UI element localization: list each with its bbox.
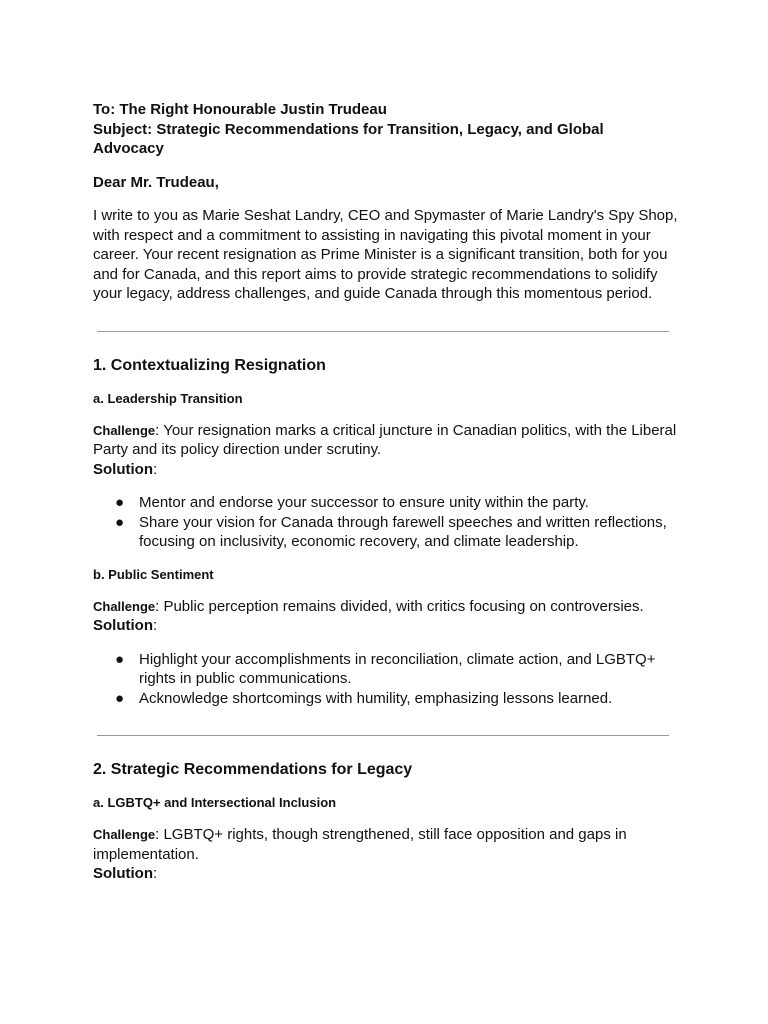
challenge-label: Challenge [93,598,156,614]
subsection-heading: a. Leadership Transition [93,390,243,406]
solution-list [93,650,678,709]
section-divider [97,331,669,332]
challenge-text: : LGBTQ+ rights, though strengthened, still face opposition and gaps in implementation. [93,826,627,863]
bullet-icon: ● [115,513,125,531]
bullet-icon: ● [115,650,125,668]
list-item-text: Share your vision for Canada through farewell speeches and written reflections, focusing on inclusivity, economic recovery, and climate leadership. [139,513,667,550]
intro-paragraph: I write to you as Marie Seshat Landry, CEO and Spymaster of Marie Landry's Spy Shop, with respect and a commitment to assisting in navigating this pivotal moment in your career. Your recent resignation as Prime Minister is a significant transition, both for you and for Canada, and this report aims to provide strategic recommendations to solidify your legacy, address challenges, and guide Canada through this momentous period. [93,207,678,302]
solution-label: Solution [93,865,153,882]
solution-line: Solution: [93,460,158,478]
list-item [93,689,678,709]
challenge-label: Challenge [93,827,156,842]
section-divider [97,735,669,736]
section-title: 1. Contextualizing Resignation [93,356,326,374]
bullet-icon: ● [115,494,125,511]
solution-line: Solution: [93,865,158,882]
challenge-paragraph [93,597,678,617]
solution-label: Solution [93,460,153,478]
list-item [93,493,678,513]
list-item [93,513,678,552]
salutation: Dear Mr. Trudeau, [93,173,219,191]
list-item-text: Acknowledge shortcomings with humility, emphasizing lessons learned. [139,689,613,707]
challenge-paragraph [93,825,678,864]
challenge-paragraph [93,421,678,460]
subject-line: Subject: Strategic Recommendations for Transition, Legacy, and Global Advocacy [93,120,604,157]
bullet-icon: ● [115,689,125,707]
solution-list [93,493,678,552]
challenge-label: Challenge [93,422,156,438]
subsection-heading: b. Public Sentiment [93,566,214,582]
section-title: 2. Strategic Recommendations for Legacy [93,761,413,778]
list-item-text: Highlight your accomplishments in reconciliation, climate action, and LGBTQ+ rights in public communications. [139,650,656,687]
subsection-heading: a. LGBTQ+ and Intersectional Inclusion [93,795,337,810]
document-page [93,100,678,884]
recipient-line: To: The Right Honourable Justin Trudeau [93,101,387,118]
list-item-text: Mentor and endorse your successor to ensure unity within the party. [139,494,589,511]
challenge-text: : Your resignation marks a critical juncture in Canadian politics, with the Liberal Party and its policy direction under scrutiny. [93,421,677,458]
solution-line: Solution: [93,617,158,634]
list-item [93,650,678,689]
challenge-text: : Public perception remains divided, with critics focusing on controversies. [155,597,644,615]
solution-label: Solution [93,617,153,634]
